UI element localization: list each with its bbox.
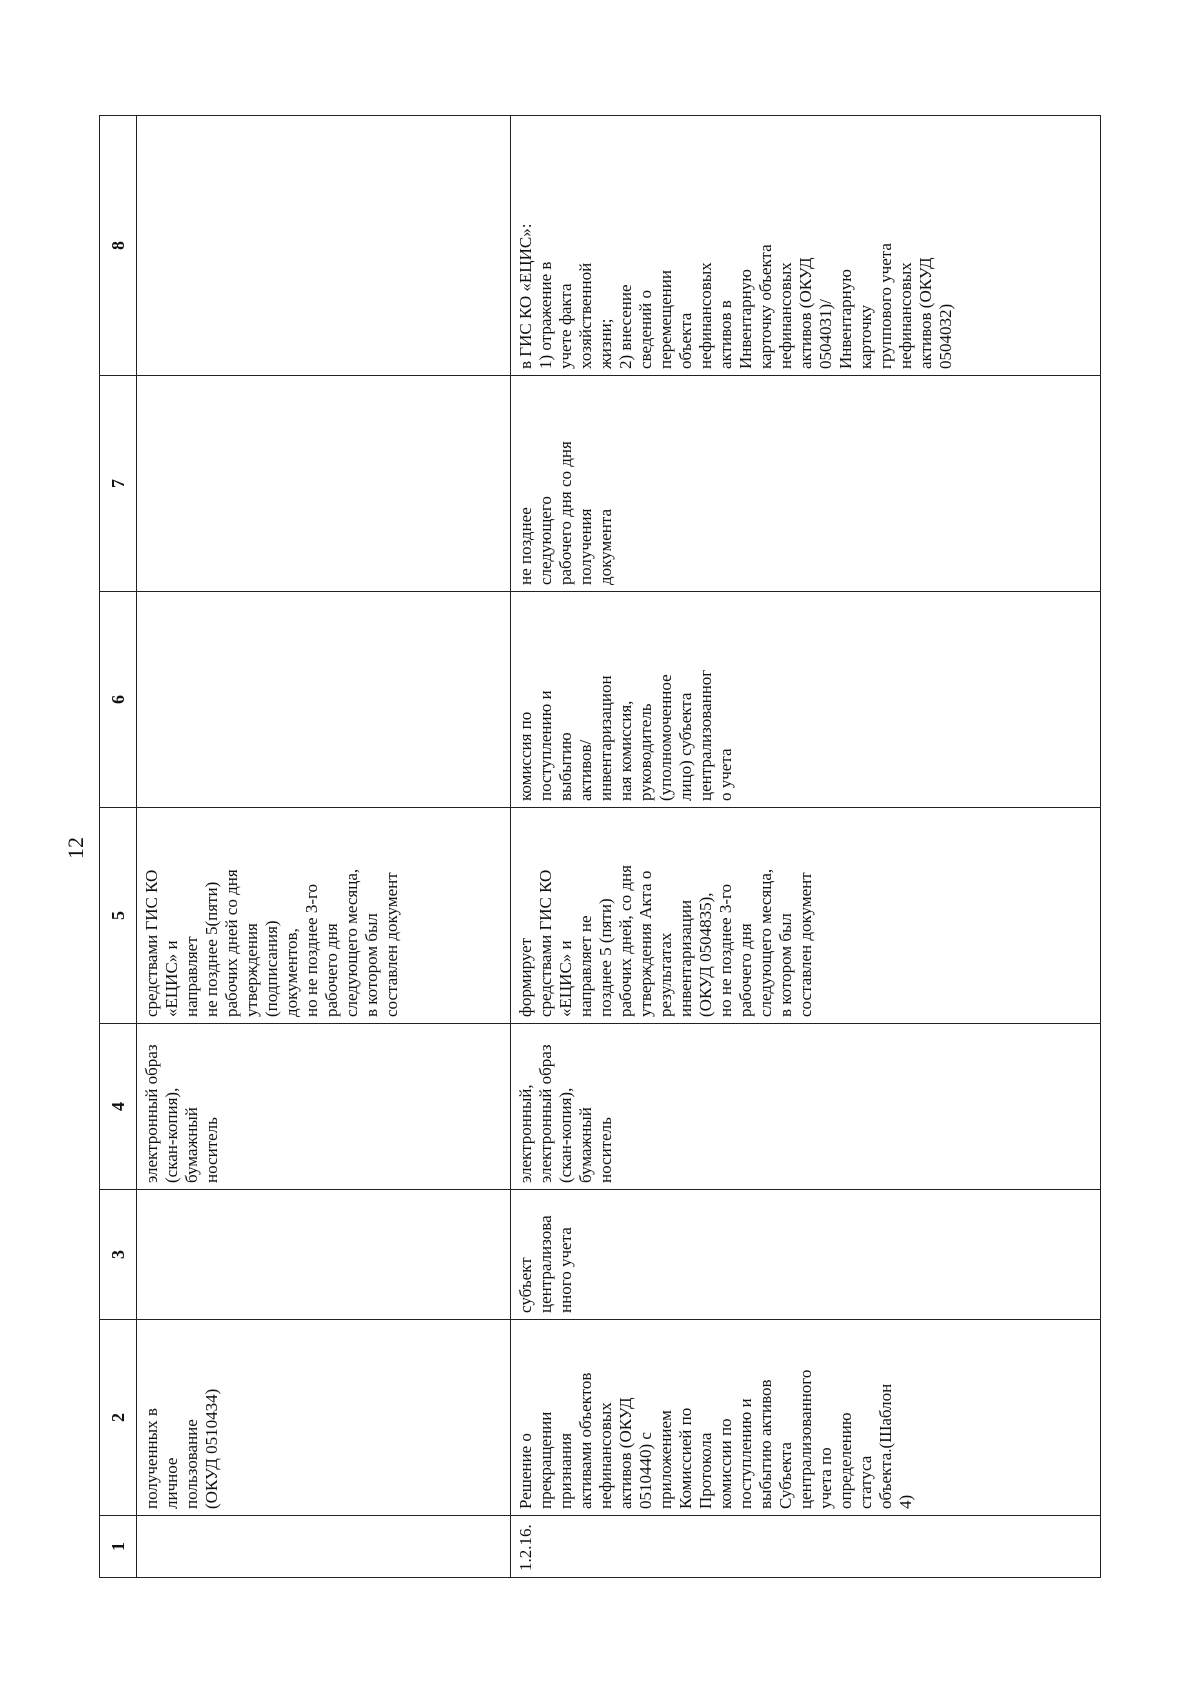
- table-cell: [137, 116, 511, 376]
- table-cell: полученных в личное пользование (ОКУД 0510434): [137, 1320, 511, 1516]
- table-cell: формирует средствами ГИС КО «ЕЦИС» и направляет не позднее 5 (пяти) рабочих дней, со дня утверждения Акта о результатах инвентаризации (ОКУД 0504835), но не позднее 3-го рабочего дня следующего месяца, в котором был составлен документ: [511, 808, 1101, 1024]
- page-number: 12: [63, 837, 88, 859]
- table-row: [511, 116, 1101, 1578]
- header-cell: 3: [100, 1190, 137, 1320]
- table-cell: [137, 1516, 511, 1578]
- table-row: [137, 116, 511, 1578]
- table-cell: субъект централизова нного учета: [511, 1190, 1101, 1320]
- header-cell: 8: [100, 116, 137, 376]
- table-cell: средствами ГИС КО «ЕЦИС» и направляет не позднее 5(пяти) рабочих дней со дня утверждения (подписания) документов, но не позднее 3-го рабочего дня следующего месяца, в котором был составлен документ: [137, 808, 511, 1024]
- header-cell: 6: [100, 592, 137, 808]
- document-table: [99, 115, 1101, 1578]
- table-cell: электронный, электронный образ (скан-копия), бумажный носитель: [511, 1024, 1101, 1190]
- header-cell: 2: [100, 1320, 137, 1516]
- table-cell: [137, 376, 511, 592]
- header-cell: 7: [100, 376, 137, 592]
- table-cell: не позднее следующего рабочего дня со дня получения документа: [511, 376, 1101, 592]
- header-row: [100, 116, 137, 1578]
- header-cell: 1: [100, 1516, 137, 1578]
- table-cell: 1.2.16.: [511, 1516, 1101, 1578]
- table-cell: [137, 1190, 511, 1320]
- table-cell: [137, 592, 511, 808]
- table-cell: в ГИС КО «ЕЦИС»: 1) отражение в учете факта хозяйственной жизни; 2) внесение сведений о перемещении объекта нефинансовых активов в Инвентарную карточку объекта нефинансовых активов (ОКУД 0504031)/ Инвентарную карточку группового учета нефинансовых активов (ОКУД 0504032): [511, 116, 1101, 376]
- table-cell: Решение о прекращении признания активами объектов нефинансовых активов (ОКУД 0510440) с приложением Комиссией по Протокола комиссии по поступлению и выбытию активов Субъекта централизованного учета по определению статуса объекта.(Шаблон 4): [511, 1320, 1101, 1516]
- header-cell: 4: [100, 1024, 137, 1190]
- table-cell: комиссия по поступлению и выбытию активов/ инвентаризацион ная комиссия, руководитель (уполномоченное лицо) субъекта централизованног о учета: [511, 592, 1101, 808]
- rotated-table-container: [99, 116, 1101, 1578]
- header-cell: 5: [100, 808, 137, 1024]
- table-cell: электронный образ (скан-копия), бумажный носитель: [137, 1024, 511, 1190]
